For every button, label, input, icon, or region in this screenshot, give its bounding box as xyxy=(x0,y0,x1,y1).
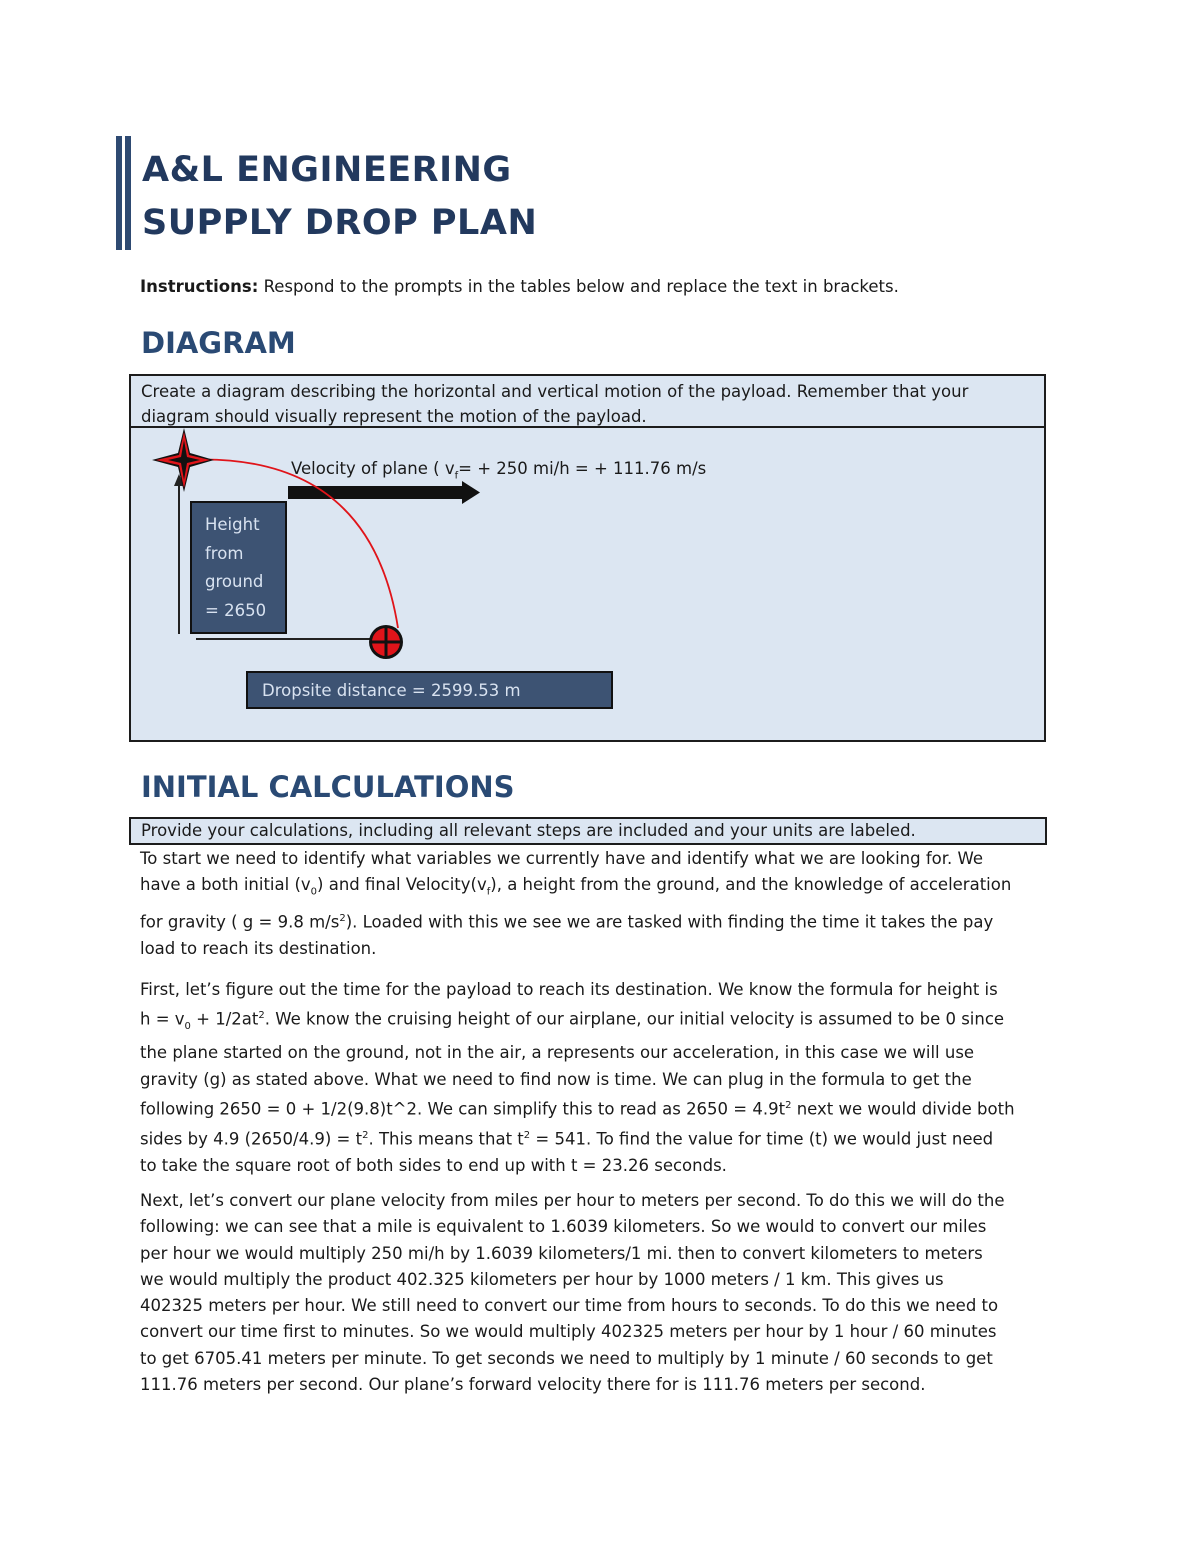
p3-line-2: following: we can see that a mile is equivalent to 1.6039 kilometers. So we would to convert our miles xyxy=(140,1217,987,1237)
p1-line-1: To start we need to identify what variables we currently have and identify what we are looking for. We xyxy=(140,849,984,868)
calc-paragraph-1 xyxy=(140,846,1070,962)
motion-diagram xyxy=(0,0,1200,760)
height-box xyxy=(190,501,287,634)
p2-line-4: gravity (g) as stated above. What we need to find now is time. We can plug in the formula to get the xyxy=(140,1069,972,1089)
p3-line-4: we would multiply the product 402.325 kilometers per hour by 1000 meters / 1 km. This gives us xyxy=(140,1269,944,1289)
height-box-line-3: ground xyxy=(205,572,264,591)
p2-line-6: sides by 4.9 $(2650/4.9) = t^2$. This means that $t^2 = 541$. To find the value for time (t) we would just need xyxy=(140,1129,994,1149)
p2-line-3: the plane started on the ground, not in the air, a represents our acceleration, in this case we will use xyxy=(140,1043,975,1063)
calculations-heading: INITIAL CALCULATIONS xyxy=(141,770,515,804)
p1-line-3: for gravity ( g = 9.8 $m/s^2$). Loaded with this we see we are tasked with finding the time it takes the pay xyxy=(140,912,994,932)
p3-line-7: to get 6705.41 meters per minute. To get seconds we need to multiply by 1 minute / 60 seconds to get xyxy=(140,1348,993,1368)
payload-target-icon xyxy=(369,625,403,659)
p3-line-6: convert our time first to minutes. So we would multiply 402325 meters per hour by 1 hour / 60 minutes xyxy=(140,1322,997,1342)
p3-line-8: 111.76 meters per second. Our plane’s forward velocity there for is 111.76 meters per second. xyxy=(140,1375,926,1395)
plane-star-icon xyxy=(152,428,214,492)
title-line-1: A&L ENGINEERING xyxy=(142,150,512,190)
height-box-line-2: from xyxy=(205,543,244,563)
height-box-line-4: = 2650 xyxy=(205,600,267,620)
diagram-prompt-line-2: diagram should visually represent the motion of the payload. xyxy=(141,407,647,426)
calc-paragraph-2 xyxy=(140,977,1070,1179)
velocity-label-text: Velocity of plane ( v xyxy=(291,459,455,478)
p3-line-3: per hour we would multiply 250 mi/h by 1.6039 kilometers/1 mi. then to convert kilometers to meters xyxy=(140,1243,983,1263)
p2-line-1: First, let’s figure out the time for the payload to reach its destination. We know the formula for height is xyxy=(140,980,998,999)
calc-paragraph-3 xyxy=(140,1188,1070,1398)
velocity-label-rest: = + 250 mi/h = + 111.76 m/s xyxy=(458,459,707,478)
title-line-2: SUPPLY DROP PLAN xyxy=(142,203,538,243)
instructions-label: Instructions: xyxy=(140,277,259,296)
diagram-prompt-line-1: Create a diagram describing the horizontal and vertical motion of the payload. Remember that your xyxy=(141,382,969,401)
p2-line-7: to take the square root of both sides to end up with t = 23.26 seconds. xyxy=(140,1155,727,1175)
height-box-line-1: Height xyxy=(205,515,260,534)
p2-line-5: following 2650 = 0 + 1/2(9.8)t^2. We can simplify this to read as $2650 = 4.9t^2$ next we would divide both xyxy=(140,1099,1015,1119)
p1-line-4: load to reach its destination. xyxy=(140,938,377,958)
p1-line-2: have a both initial $(v_0)$ and final $Velocity(v_f)$, a height from the ground, and the knowledge of acceleration xyxy=(140,875,1012,898)
dropsite-label: Dropsite distance = 2599.53 m xyxy=(262,681,521,700)
p2-line-2: $h = v_0 + 1/2at^2$. We know the cruising height of our airplane, our initial velocity is assumed to be 0 since xyxy=(140,1009,1005,1033)
velocity-label xyxy=(291,459,706,481)
velocity-label-sub: f xyxy=(454,470,459,482)
diagram-heading: DIAGRAM xyxy=(141,326,296,360)
instructions-text: Respond to the prompts in the tables below and replace the text in brackets. xyxy=(263,277,899,296)
dropsite-box xyxy=(246,671,613,709)
calculations-prompt: Provide your calculations, including all relevant steps are included and your units are labeled. xyxy=(129,817,1047,845)
velocity-arrow-head xyxy=(462,481,480,504)
p3-line-1: Next, let’s convert our plane velocity from miles per hour to meters per second. To do this we will do the xyxy=(140,1191,1005,1210)
p3-line-5: 402325 meters per hour. We still need to convert our time from hours to seconds. To do this we need to xyxy=(140,1296,999,1316)
velocity-arrow-shaft xyxy=(288,486,464,499)
